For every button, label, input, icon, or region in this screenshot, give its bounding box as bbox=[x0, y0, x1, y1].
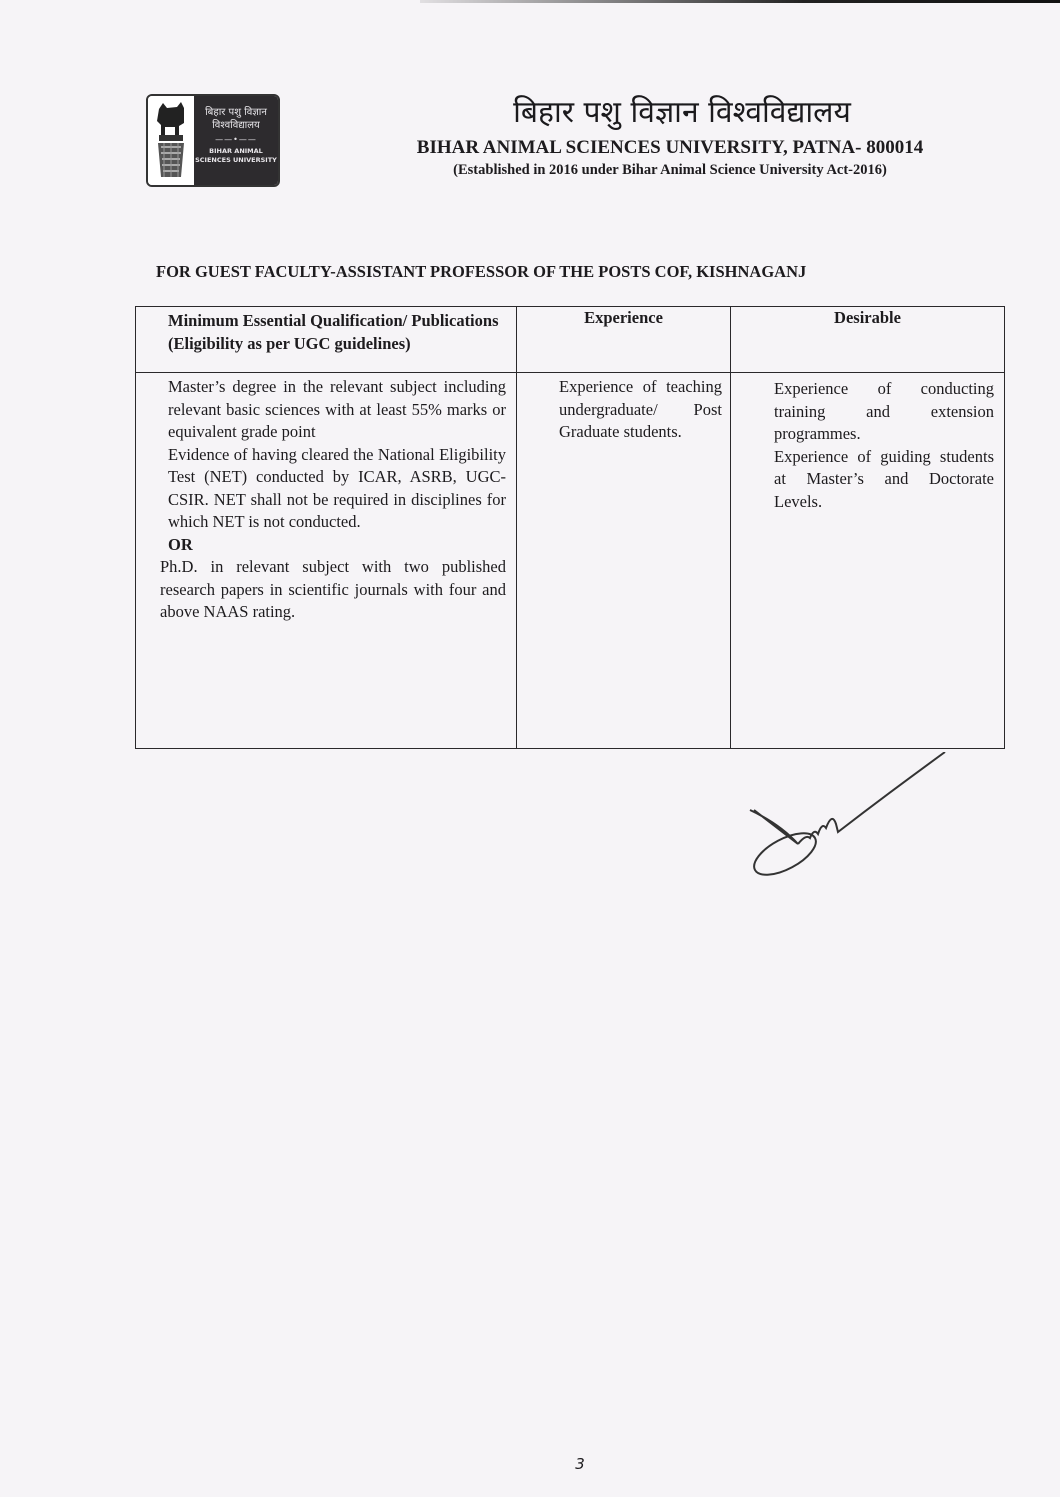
qualification-cell bbox=[136, 373, 517, 749]
desirable-training: Experience of conducting training and extension programmes. bbox=[774, 379, 994, 443]
table-row bbox=[136, 373, 1005, 749]
handwritten-signature-icon bbox=[740, 752, 950, 882]
university-logo bbox=[146, 94, 280, 187]
logo-hindi-text: बिहार पशु विज्ञान विश्वविद्यालय bbox=[205, 107, 267, 131]
page-number: 3 bbox=[575, 1455, 585, 1473]
column-header-experience: Experience bbox=[517, 307, 731, 373]
university-name-english: BIHAR ANIMAL SCIENCES UNIVERSITY, PATNA- 800014 bbox=[416, 137, 924, 158]
experience-cell: Experience of teaching undergraduate/ Post Graduate students. bbox=[517, 373, 731, 749]
logo-text-panel bbox=[194, 96, 278, 185]
document-title: FOR GUEST FACULTY-ASSISTANT PROFESSOR OF THE POSTS COF, KISHNAGANJ bbox=[156, 262, 807, 281]
or-label: OR bbox=[168, 534, 193, 554]
logo-english-text: BIHAR ANIMAL SCIENCES UNIVERSITY bbox=[195, 147, 277, 164]
eligibility-table bbox=[135, 306, 1005, 749]
qualification-phd: Ph.D. in relevant subject with two published research papers in scientific journals with four and above NAAS rating. bbox=[160, 557, 506, 621]
desirable-guiding: Experience of guiding students at Master’s and Doctorate Levels. bbox=[774, 446, 994, 511]
logo-separator: ——•—— bbox=[215, 135, 257, 144]
column-header-qualification: Minimum Essential Qualification/ Publications (Eligibility as per UGC guidelines) bbox=[136, 307, 517, 373]
university-name-hindi: बिहार पशु विज्ञान विश्वविद्यालय bbox=[513, 95, 851, 130]
desirable-cell bbox=[731, 373, 1005, 749]
column-header-desirable: Desirable bbox=[731, 307, 1005, 373]
establishment-note: (Established in 2016 under Bihar Animal Science University Act-2016) bbox=[453, 162, 887, 178]
scan-edge-line bbox=[420, 0, 1060, 3]
qualification-masters: Master’s degree in the relevant subject including relevant basic sciences with at least 55% marks or equivalent grade point bbox=[168, 377, 506, 441]
table-header-row bbox=[136, 307, 1005, 373]
university-emblem-icon bbox=[148, 96, 194, 185]
qualification-net: Evidence of having cleared the National Eligibility Test (NET) conducted by ICAR, ASRB, UGC-CSIR. NET shall not be required in disciplines for which NET is not conducted. bbox=[168, 444, 506, 531]
